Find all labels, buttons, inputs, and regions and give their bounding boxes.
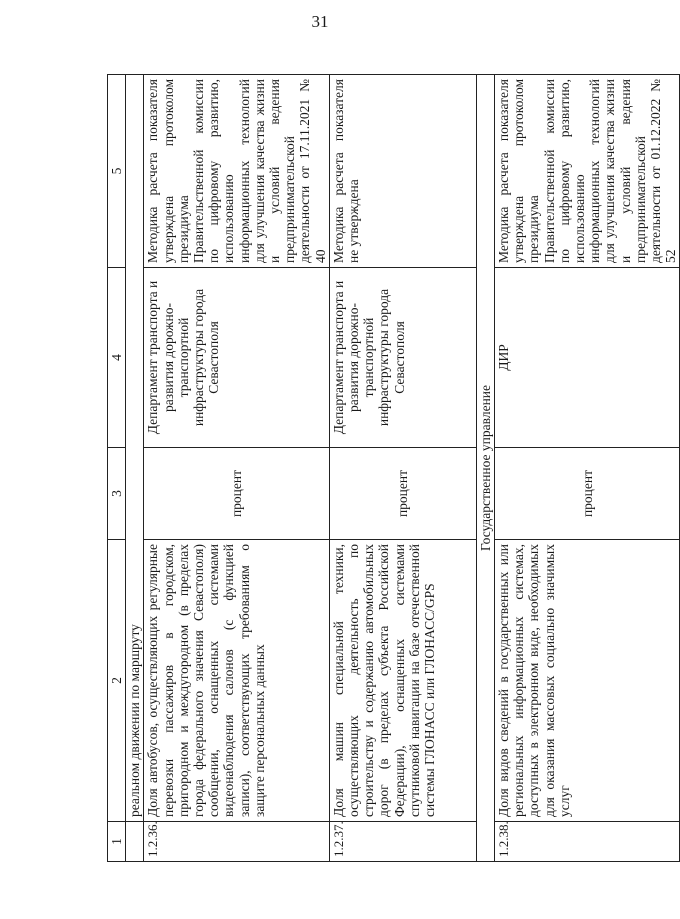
continuation-row [126,75,144,862]
indicator-name: Доля машин специальной техники, осуществляющих деятельность по строительству и содержанию автомобильных дорог (в пределах субъекта Российской Федерации), оснащенных системами спутниковой навигации на базе отечественной системы ГЛОНАСС или ГЛОНАСС/GPS [329,540,476,822]
indicators-table [107,74,680,862]
header-col-5: 5 [108,75,126,268]
unit-cell: процент [329,448,476,540]
table-row [495,75,680,862]
method-cell: Методика расчета показателя не утверждена [329,75,476,268]
row-number: 1.2.36. [144,822,329,862]
responsible-cell: Департамент транспорта и развития дорожно-транспортной инфраструктуры города Севастополя [329,268,476,448]
row-number: 1.2.38. [495,822,680,862]
header-col-3: 3 [108,448,126,540]
method-cell: Методика расчета показателя утверждена протоколом президиума Правительственной комиссии по цифровому развитию, использованию информационных технологий для улучшения качества жизни и условий ведения предпринимательской деятельности от 01.12.2022 № 52 [495,75,680,268]
unit-cell: процент [495,448,680,540]
table-row [329,75,476,862]
header-col-4: 4 [108,268,126,448]
method-cell: Методика расчета показателя утверждена протоколом президиума Правительственной комиссии по цифровому развитию, использованию информационных технологий для улучшения качества жизни и условий ведения предпринимательской деятельности от 17.11.2021 № 40 [144,75,329,268]
responsible-cell: ДИР [495,268,680,448]
section-title: Государственное управление [476,75,494,862]
section-row [476,75,494,862]
page-number: 31 [311,12,329,31]
header-col-1: 1 [108,822,126,862]
rotated-table-container [107,75,679,862]
indicator-name: Доля автобусов, осуществляющих регулярные перевозки пассажиров в городском, пригородном и междугородном (в пределах города федерального значения Севастополя) сообщении, оснащенных системами видеонаблюдения салонов (с функцией записи), соответствующих требованиям о защите персональных данных [144,540,329,822]
header-row [108,75,126,862]
row-number: 1.2.37. [329,822,476,862]
unit-cell: процент [144,448,329,540]
header-col-2: 2 [108,540,126,822]
continuation-text: реальном движении по маршруту [126,75,144,822]
table-row [144,75,329,862]
indicator-name: Доля видов сведений в государственных или региональных информационных системах, доступных в электронном виде, необходимых для оказания массовых социально значимых услуг [495,540,680,822]
responsible-cell: Департамент транспорта и развития дорожно-транспортной инфраструктуры города Севастополя [144,268,329,448]
